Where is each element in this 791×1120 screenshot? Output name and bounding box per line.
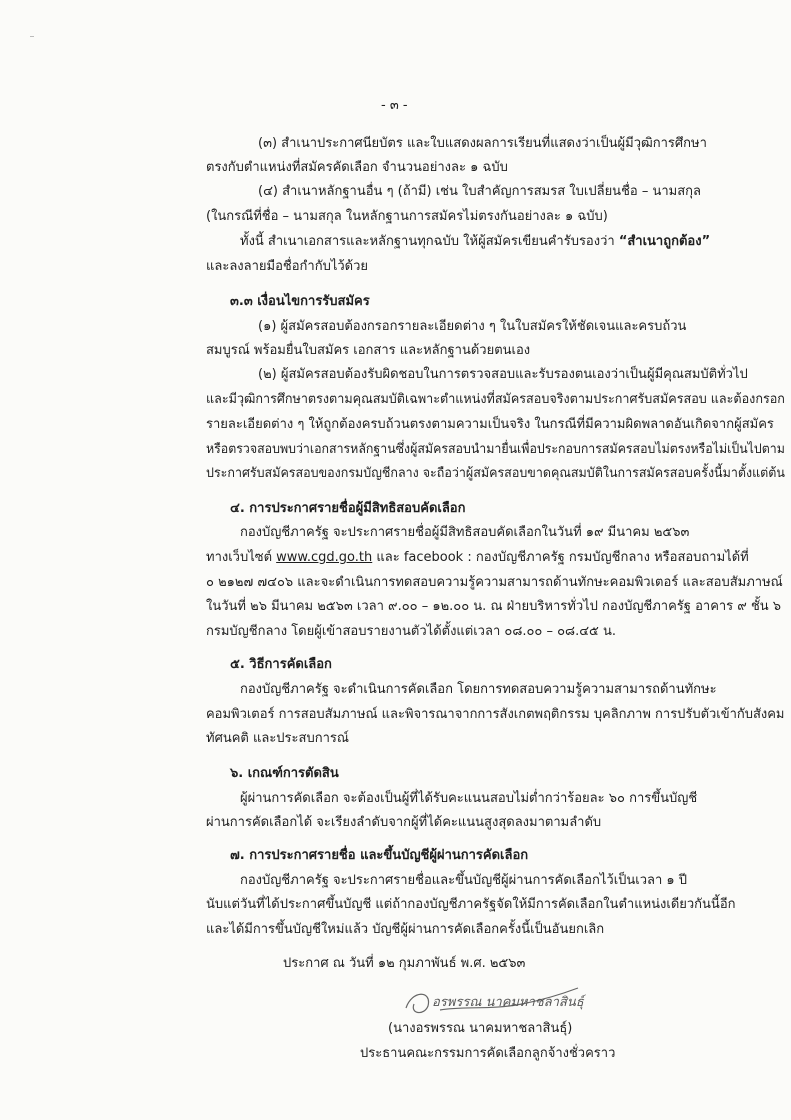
announce-date: ประกาศ ณ วันที่ ๑๒ กุมภาพันธ์ พ.ศ. ๒๕๖๓ bbox=[283, 956, 526, 971]
doc-line: ประกาศรับสมัครสอบของกรมบัญชีกลาง จะถือว่าผู้สมัครสอบขาดคุณสมบัติในการสมัครสอบครั้งนี้มาตั้งแต่ต้น bbox=[206, 466, 785, 481]
doc-line: ๐ ๒๑๒๗ ๗๔๐๖ และจะดำเนินการทดสอบความรู้ความสามารถด้านทักษะคอมพิวเตอร์ และสอบสัมภาษณ์ bbox=[206, 575, 783, 590]
signer-name: (นางอรพรรณ นาคมหาชลาสินธุ์) bbox=[388, 1021, 573, 1036]
doc-line: (๒) ผู้สมัครสอบต้องรับผิดชอบในการตรวจสอบและรับรองตนเองว่าเป็นผู้มีคุณสมบัติทั่วไป bbox=[258, 367, 748, 382]
doc-text: ทางเว็บไซต์ bbox=[206, 550, 273, 565]
doc-line: (๓) สำเนาประกาศนียบัตร และใบแสดงผลการเรียนที่แสดงว่าเป็นผู้มีวุฒิการศึกษา bbox=[258, 136, 707, 151]
doc-line: กองบัญชีภาครัฐ จะประกาศรายชื่อผู้มีสิทธิสอบคัดเลือกในวันที่ ๑๙ มีนาคม ๒๕๖๓ bbox=[240, 525, 690, 540]
signature-image bbox=[402, 984, 592, 1020]
signer-title: ประธานคณะกรรมการคัดเลือกลูกจ้างชั่วคราว bbox=[360, 1046, 616, 1061]
doc-line: ผู้ผ่านการคัดเลือก จะต้องเป็นผู้ที่ได้รับคะแนนสอบไม่ต่ำกว่าร้อยละ ๖๐ การขึ้นบัญชี bbox=[240, 791, 698, 806]
doc-line: กรมบัญชีกลาง โดยผู้เข้าสอบรายงานตัวได้ตั้งแต่เวลา ๐๘.๐๐ – ๐๘.๔๕ น. bbox=[206, 624, 617, 639]
doc-text: ทั้งนี้ สำเนาเอกสารและหลักฐานทุกฉบับ ให้ผู้สมัครเขียนคำรับรองว่า bbox=[240, 234, 615, 249]
doc-line: ในวันที่ ๒๖ มีนาคม ๒๕๖๓ เวลา ๙.๐๐ – ๑๒.๐๐ น. ณ ฝ่ายบริหารทั่วไป กองบัญชีภาครัฐ อาคาร ๙ ชั้น ๖ bbox=[206, 599, 782, 614]
doc-line: ผ่านการคัดเลือกได้ จะเรียงลำดับจากผู้ที่ได้คะแนนสูงสุดลงมาตามลำดับ bbox=[206, 815, 602, 830]
doc-line: ทัศนคติ และประสบการณ์ bbox=[206, 731, 349, 746]
doc-line: นับแต่วันที่ได้ประกาศขึ้นบัญชี แต่ถ้ากองบัญชีภาครัฐจัดให้มีการคัดเลือกในตำแหน่งเดียวกันนี้อีก bbox=[206, 897, 736, 912]
doc-line: ตรงกับตำแหน่งที่สมัครคัดเลือก จำนวนอย่างละ ๑ ฉบับ bbox=[206, 160, 508, 175]
doc-line: (ในกรณีที่ชื่อ – นามสกุล ในหลักฐานการสมัครไม่ตรงกันอย่างละ ๑ ฉบับ) bbox=[206, 209, 608, 224]
scan-mark bbox=[30, 36, 34, 37]
emphasis-text: “สำเนาถูกต้อง” bbox=[618, 234, 711, 249]
doc-line: หรือตรวจสอบพบว่าเอกสารหลักฐานซึ่งผู้สมัครสอบนำมายื่นเพื่อประกอบการสมัครสอบไม่ตรงหรือไม่เป็นไปตาม bbox=[206, 442, 785, 457]
doc-line: และลงลายมือชื่อกำกับไว้ด้วย bbox=[206, 259, 369, 274]
doc-text: และ facebook : กองบัญชีภาครัฐ กรมบัญชีกลาง หรือสอบถามได้ที่ bbox=[376, 550, 749, 565]
doc-line: กองบัญชีภาครัฐ จะประกาศรายชื่อและขึ้นบัญชีผู้ผ่านการคัดเลือกไว้เป็นเวลา ๑ ปี bbox=[240, 873, 688, 888]
section-heading: ๗. การประกาศรายชื่อ และขึ้นบัญชีผู้ผ่านการคัดเลือก bbox=[230, 848, 529, 863]
section-heading: ๖. เกณฑ์การตัดสิน bbox=[230, 766, 339, 781]
doc-line bbox=[240, 233, 710, 251]
website-link[interactable]: www.cgd.go.th bbox=[276, 550, 373, 565]
section-heading: ๕. วิธีการคัดเลือก bbox=[230, 657, 332, 672]
doc-line: รายละเอียดต่าง ๆ ให้ถูกต้องครบถ้วนตรงตามความเป็นจริง ในกรณีที่มีความผิดพลาดอันเกิดจากผู้สมัคร bbox=[206, 417, 774, 432]
page-number: - ๓ - bbox=[381, 98, 408, 113]
signature-text: อรพรรณ นาคมหาชลาสินธุ์ bbox=[432, 995, 584, 1010]
doc-line: สมบูรณ์ พร้อมยื่นใบสมัคร เอกสาร และหลักฐานด้วยตนเอง bbox=[206, 343, 531, 358]
doc-line: และได้มีการขึ้นบัญชีใหม่แล้ว บัญชีผู้ผ่านการคัดเลือกครั้งนี้เป็นอันยกเลิก bbox=[206, 922, 605, 937]
section-heading: ๔. การประกาศรายชื่อผู้มีสิทธิสอบคัดเลือก bbox=[230, 501, 466, 516]
doc-line bbox=[206, 549, 749, 567]
doc-line: (๔) สำเนาหลักฐานอื่น ๆ (ถ้ามี) เช่น ใบสำคัญการสมรส ใบเปลี่ยนชื่อ – นามสกุล bbox=[258, 184, 701, 199]
doc-line: และมีวุฒิการศึกษาตรงตามคุณสมบัติเฉพาะตำแหน่งที่สมัครสอบจริงตามประกาศรับสมัครสอบ และต้องกรอก bbox=[206, 392, 785, 407]
doc-line: (๑) ผู้สมัครสอบต้องกรอกรายละเอียดต่าง ๆ ในใบสมัครให้ชัดเจนและครบถ้วน bbox=[258, 319, 687, 334]
doc-line: คอมพิวเตอร์ การสอบสัมภาษณ์ และพิจารณาจากการสังเกตพฤติกรรม บุคลิกภาพ การปรับตัวเข้ากับสังคม bbox=[206, 707, 785, 722]
doc-line: กองบัญชีภาครัฐ จะดำเนินการคัดเลือก โดยการทดสอบความรู้ความสามารถด้านทักษะ bbox=[240, 682, 717, 697]
section-heading: ๓.๓ เงื่อนไขการรับสมัคร bbox=[230, 294, 370, 309]
